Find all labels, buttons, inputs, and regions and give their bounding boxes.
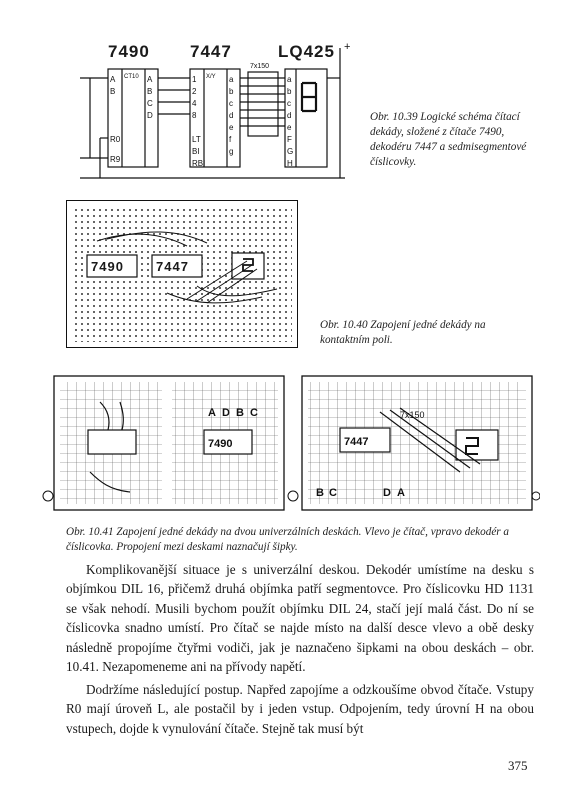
- svg-text:CT10: CT10: [124, 74, 139, 80]
- bb-chip-7447: 7447: [156, 259, 189, 274]
- svg-text:G: G: [287, 147, 294, 156]
- board-chip-7447: 7447: [344, 436, 369, 448]
- board-resistor-label: 7x150: [400, 410, 425, 420]
- caption-10-39: Obr. 10.39 Logické schéma čítací dekády, složené z čítače 7490, dekodéru 7447 a sedmisegmentové číslicovky.: [370, 111, 527, 168]
- svg-text:RBI: RBI: [192, 159, 206, 168]
- chip-label-7447: 7447: [190, 42, 232, 61]
- letter-d: D: [222, 407, 230, 419]
- bottom-letter-c: C: [329, 487, 337, 499]
- universal-boards-drawing: [40, 372, 540, 518]
- figure-10-40: [66, 200, 298, 348]
- svg-text:LT: LT: [192, 135, 201, 144]
- svg-text:H: H: [287, 159, 293, 168]
- svg-text:F: F: [287, 135, 292, 144]
- page-number: 375: [508, 758, 528, 773]
- figure-10-41: [40, 372, 540, 518]
- chip-label-7490: 7490: [108, 42, 150, 61]
- svg-text:R9: R9: [110, 155, 121, 164]
- svg-text:X/Y: X/Y: [206, 74, 216, 80]
- bottom-letter-b: B: [316, 487, 324, 499]
- svg-text:c: c: [287, 99, 291, 108]
- svg-text:a: a: [229, 75, 234, 84]
- svg-text:4: 4: [192, 99, 197, 108]
- letter-c: C: [250, 407, 258, 419]
- svg-text:a: a: [287, 75, 292, 84]
- svg-text:1: 1: [192, 75, 197, 84]
- figure-10-39: [70, 38, 360, 188]
- svg-text:B: B: [147, 87, 153, 96]
- svg-text:c: c: [229, 99, 233, 108]
- bb-chip-7490: 7490: [91, 259, 124, 274]
- svg-text:A: A: [147, 75, 153, 84]
- letter-b: B: [236, 407, 244, 419]
- svg-text:b: b: [229, 87, 234, 96]
- svg-text:d: d: [287, 111, 292, 120]
- svg-text:BI: BI: [192, 147, 200, 156]
- svg-text:b: b: [287, 87, 292, 96]
- svg-text:e: e: [287, 123, 292, 132]
- paragraph-2: Dodržíme následující postup. Napřed zapojíme a odzkoušíme obvod čítače. Vstupy R0 mají úroveň L, ale postačil by i jeden vstup. Odpojením, tedy úrovní H na obou vstupech, dojde k vynulování čítače. Stejně tak musí být: [66, 682, 534, 736]
- letter-a: A: [208, 407, 216, 419]
- caption-10-41: Obr. 10.41 Zapojení jedné dekády na dvou univerzálních deskách. Vlevo je čítač, vpravo dekodér a číslicovka. Propojení mezi deskami naznačují šipky.: [66, 526, 510, 553]
- chip-label-lq425: LQ425: [278, 42, 335, 61]
- paragraph-1: Komplikovanější situace je s univerzální deskou. Dekodér umístíme na desku s objímkou DIL 16, přičemž druhá objímka patří segmentovce. Pro číslicovku HD 1131 se však nehodí. Musili bychom použít objímku DIL 24, stačí její malá část. Do ní se číslicovka snadno umístí. Pro čítač se najde místo na další desce vlevo a obě desky následně propojíme čtyřmi vodiči, jak je naznačeno šipkami na obou deskách – obr. 10.41. Nezapomeneme ani na přívody napětí.: [66, 562, 534, 675]
- caption-10-40: Obr. 10.40 Zapojení jedné dekády na kontaktním poli.: [320, 319, 486, 346]
- bottom-letter-a: A: [397, 487, 405, 499]
- svg-text:A: A: [110, 75, 116, 84]
- svg-text:e: e: [229, 123, 234, 132]
- vcc-symbol: +: [344, 41, 351, 53]
- svg-text:8: 8: [192, 111, 197, 120]
- svg-text:g: g: [229, 147, 234, 156]
- svg-text:R0: R0: [110, 135, 121, 144]
- svg-text:D: D: [147, 111, 153, 120]
- svg-text:2: 2: [192, 87, 197, 96]
- svg-text:B: B: [110, 87, 116, 96]
- resistor-label: 7x150: [250, 63, 270, 70]
- svg-text:C: C: [147, 99, 153, 108]
- bottom-letter-d: D: [383, 487, 391, 499]
- svg-text:f: f: [229, 135, 232, 144]
- svg-text:d: d: [229, 111, 234, 120]
- board-chip-7490: 7490: [208, 438, 233, 450]
